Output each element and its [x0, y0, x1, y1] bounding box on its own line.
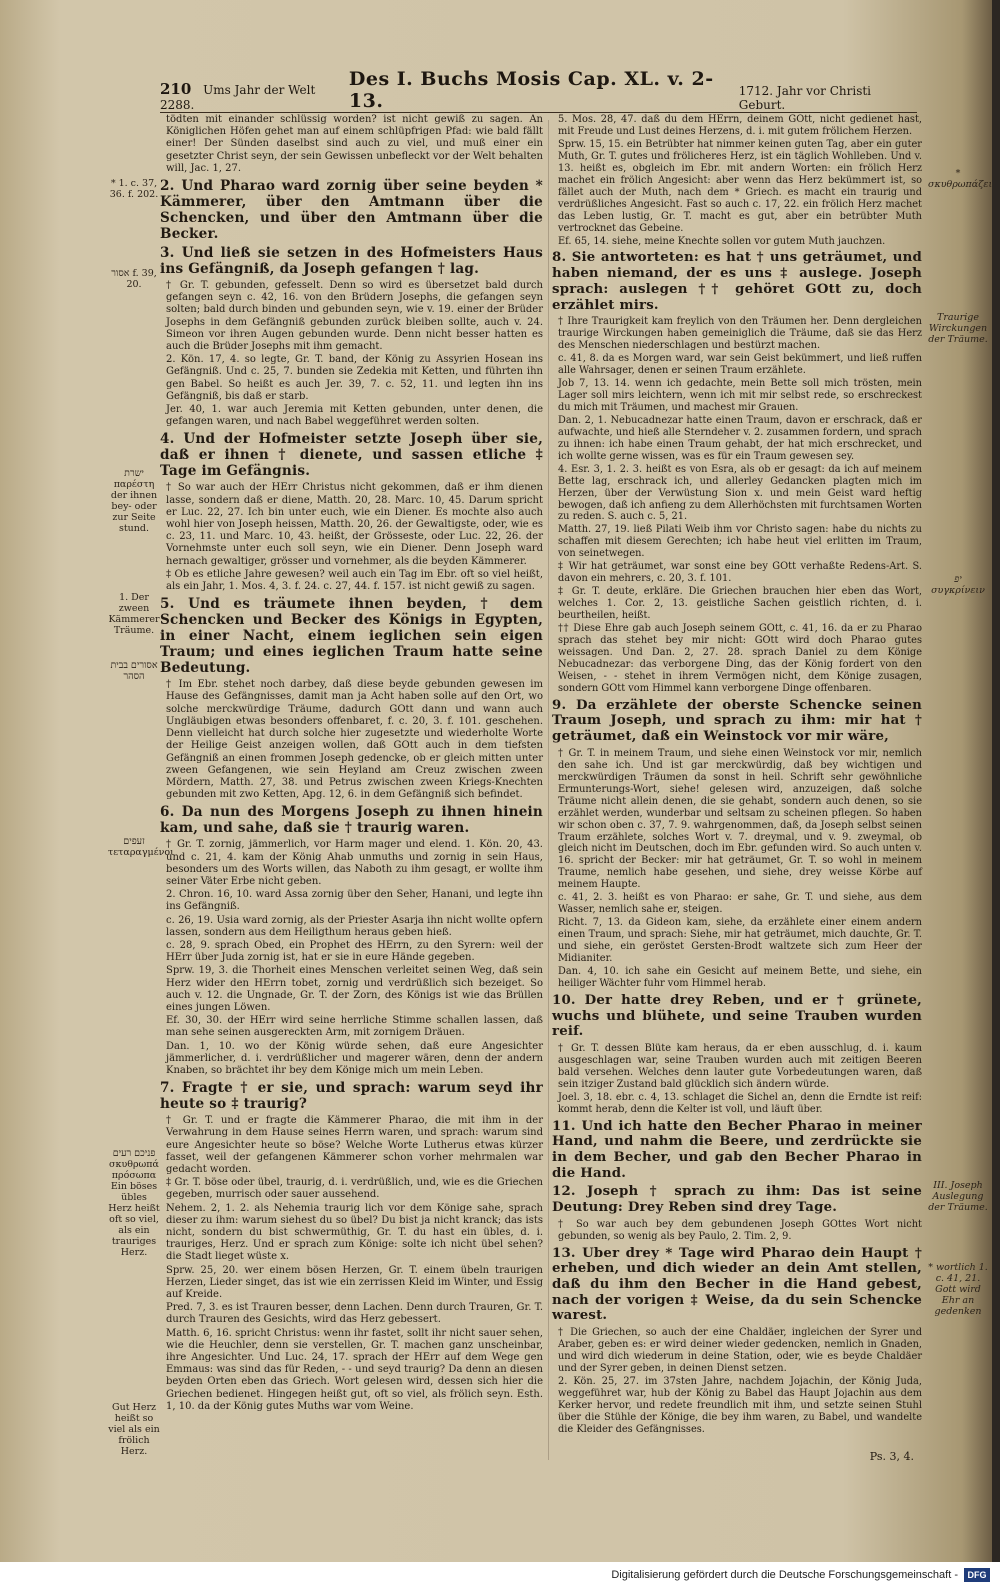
commentary-note: Sprw. 25, 20. wer einem bösen Herzen, Gr. T. einem übeln traurigen Herzen, Lieder singet, das ist wie ein zerrissen Kleid im Winter, und Essig auf Kreide.	[166, 1264, 544, 1301]
commentary-note: Sprw. 19, 3. die Thorheit eines Menschen verleitet seinen Weg, daß sein Herz wider den HErrn tobet, zornig und verdrüßlich sich bezeiget. So auch v. 12. die Ungnade, Gr. T. der Zorn, des Königs ist wie das Brüllen eines jungen Löwen.	[166, 965, 543, 1013]
commentary-note: ‡ Ob es etliche Jahre gewesen? weil auch ein Tag im Ebr. oft so viel heißt, als ein Jahr, 1. Mos. 4, 3. f. 24. c. 27, 44. f. 157. ist nicht gewiß zu sagen.	[166, 568, 543, 593]
commentary-note: Ef. 65, 14. siehe, meine Knechte sollen vor gutem Muth jauchzen.	[558, 235, 886, 247]
commentary-note: Dan. 2, 1. Nebucadnezar hatte einen Traum, davon er erschrack, daß er aufwachte, und hieß alle Sterndeher v. 2. zusammen fordern, und sprach zu ihnen: ich habe einen Traum gehabt, der hat mich erschrecket, und ich wollte gerne wissen, was es für ein Traum gewesen sey.	[558, 414, 922, 462]
commentary-note: Matth. 6, 16. spricht Christus: wenn ihr fastet, sollt ihr nicht sauer sehen, wie die Heuchler, denn sie verstellen, Gr. T. machen ganz unscheinbar, ihre Angesichter. Und Luc. 24, 17. sprach der HErr auf dem Wege gen Emmaus: was sind das für Reden, - - und seyd traurig? Da denn an diesen beyden Orten eben das Griech. Wort gelesen wird, dessen sich hier die Griechen bedienet. Hingegen heißt gut, oft so viel, als frölich seyn. Esth. 1, 10. da der König gutes Muths war vom Weine.	[166, 1327, 543, 1412]
commentary-note: Joel. 3, 18. ebr. c. 4, 13. schlaget die Sichel an, denn die Erndte ist reif: kommt herab, denn die Kelter ist voll, und läuft über.	[558, 1091, 922, 1115]
commentary-note: 5. Mos. 28, 47. daß du dem HErrn, deinem GOtt, nicht gedienet hast, mit Freude und Lust deines Herzens, d. i. mit gutem frölichem Herzen.	[558, 114, 922, 137]
commentary-note: c. 28, 9. sprach Obed, ein Prophet des HErrn, zu den Syrern: weil der HErr über Juda zornig ist, hat er sie in eure Hände gegeben.	[166, 939, 543, 964]
verse-text: 2. Und Pharao ward zornig über seine beyden * Kämmerer, über den Amtmann über die Schencken, und über den Amtmann über die Becker.	[160, 178, 543, 243]
commentary-note: Matth. 27, 19. ließ Pilati Weib ihm vor Christo sagen: habe du nichts zu schaffen mit diesem Gerechten; ich habe heut viel erlitten im Traum, von seinetwegen.	[558, 524, 922, 560]
commentary-note: 2. Kön. 17, 4. so legte, Gr. T. band, der König zu Assyrien Hosean ins Gefängniß. Und c. 25, 7. bunden sie Zedekia mit Ketten, und führten ihn gen Babel. So heißt es auch Jer. 39, 7. c. 52, 11. und legten ihn ins Gefängniß, bis daß er starb.	[166, 354, 543, 402]
commentary-note: Job 7, 13. 14. wenn ich gedachte, mein Bette soll mich trösten, mein Lager soll mirs leichtern, wenn ich mit mir selbst rede, so erschreckest du mich mit Träumen, und machest mir Grauen.	[558, 378, 922, 413]
header-left	[160, 80, 349, 112]
commentary-note: † Im Ebr. stehet noch darbey, daß diese beyde gebunden gewesen im Hause des Gefängnisses, damit man ja Acht haben solle auf den Ort, wo solche merckwürdige Träume, dadurch GOtt dann und wann auch Ungläubigen etwas besonders offenbaret, f. c. 20, 3. f. 101. geschehen. Denn vielleicht hat durch solche hier zugesetzte und wiederholte Worte der Heilige Geist anzeigen wollen, daß GOtt auch in dem tiefsten Gefängniß an einen frommen Joseph gedencke, ob er gleich mitten unter zween Gefangenen, wie sein Heyland am Creuz zwischen zween Mördern, Matth. 27, 38. und Petrus zwischen zween Kriegs-Knechten gebunden mit zwo Ketten, Apg. 12, 6. in dem Gefängniß sich befindet.	[166, 679, 543, 801]
page-number: 210	[160, 80, 192, 98]
commentary-note: 4. Esr. 3, 1. 2. 3. heißt es von Esra, als ob er gesagt: da ich auf meinem Bette lag, erschrack ich, und allerley Gedancken plagten mich im Herzen, über der Verwüstung Sion x. und mein Geist ward heftig bewogen, daß ich anfieng zu dem Allerhöchsten mit furchtsamen Worten zu reden. S. auch c. 5, 21.	[558, 463, 922, 523]
commentary-note: Dan. 1, 10. wo der König würde sehen, daß eure Angesichter jämmerlicher, d. i. verdrüßlicher und magerer wären, denn der andern Knaben, so brächtet ihr bey dem Könige mich um mein Leben.	[166, 1040, 543, 1076]
dfg-logo: DFG	[964, 1568, 990, 1582]
commentary-note: † Ihre Traurigkeit kam freylich von den Träumen her. Denn dergleichen traurige Wirckungen haben gemeiniglich die Träume, daß sie das Herz des Menschen niederschlagen und bestürzt machen.	[558, 316, 922, 352]
left-margin-note: ישרת παρέστη der ihnen bey- oder zur Seite stund.	[110, 468, 158, 534]
right-margin-note: * wortlich 1. c. 41, 21. Gott wird Ehr an gedenken	[928, 1262, 988, 1317]
commentary-note: †† Diese Ehre gab auch Joseph seinem GOtt, c. 41, 16. da er zu Pharao sprach das stehet bey mir nicht: GOtt wird doch Pharao gutes weissagen. Und Dan. 2, 27. 28. sprach Daniel zu dem Könige Nebucadnezar: das verborgene Ding, das der König fordert von den Weisen, - - stehet in ihrem Vermögen nicht, dem Könige zusagen, sondern GOtt vom Himmel kann verborgene Dinge offenbaren.	[558, 623, 922, 694]
header-year-right: 1712. Jahr vor Christi Geburt.	[738, 84, 872, 112]
left-margin-note: זעפים τεταραγμένοι	[108, 836, 174, 858]
left-margin-note: Gut Herz heißt so viel als ein frölich Herz.	[108, 1402, 160, 1457]
verse-text: 9. Da erzählete der oberste Schencke seinen Traum Joseph, und sprach zu ihm: mir hat † geträumet, daß ein Weinstock vor mir wäre,	[552, 696, 922, 745]
commentary-note: Nehem. 2, 1. 2. als Nehemia traurig lich vor dem Könige sahe, sprach dieser zu ihm: warum siehest du so übel? Du bist ja nicht kranck; das ists nicht, sondern du bist schwermüthig, Gr. T. du hast ein übles, d. i. trauriges, Herz. Und er sprach zum Könige: solte ich nicht übel sehen? die Stadt lieget wüste x.	[166, 1202, 543, 1263]
right-column	[552, 114, 922, 1437]
right-margin-note: יפ συγκρίνειν	[931, 574, 985, 596]
commentary-note: † Gr. T. gebunden, gefesselt. Denn so wird es übersetzet bald durch gefangen seyn c. 42, 16. von den Brüdern Josephs, die gefangen seyn solten; bald durch binden und gebunden seyn, wie v. 19. einer der Brüder Josephs in dem Gefängniß gebunden zurück bleiben sollte, auch v. 24. Simeon vor ihren Augen gebunden wurde. Denn nicht besser hatten es auch die Brüder Josephs mit ihm gemacht.	[166, 280, 543, 353]
commentary-note: c. 41, 2. 3. heißt es von Pharao: er sahe, Gr. T. und siehe, aus dem Wasser, nemlich sahe er, steigen.	[558, 892, 922, 916]
commentary-note: 2. Chron. 16, 10. ward Assa zornig über den Seher, Hanani, und legte ihn ins Gefängniß.	[166, 889, 543, 913]
commentary-note: Jer. 40, 1. war auch Jeremia mit Ketten gebunden, unter denen, die gefangen waren, und nach Babel weggeführet werden solten.	[166, 404, 543, 428]
commentary-note: † Gr. T. zornig, jämmerlich, vor Harm mager und elend. 1. Kön. 20, 43. und c. 21, 4. kam der König Ahab unmuths und zornig in sein Haus, besonders um des Worts willen, das Naboth zu ihm gesagt, er wollte ihm seiner Väter Erbe nicht geben.	[166, 839, 543, 887]
commentary-note: ‡ Gr. T. deute, erkläre. Die Griechen brauchen hier eben das Wort, welches 1. Cor. 2, 13. geistliche Sachen geistlich richten, d. i. beurtheilen, heißt.	[558, 586, 922, 622]
verse-text: 13. Uber drey * Tage wird Pharao dein Haupt † erheben, und dich wieder an dein Amt stellen, daß du ihm den Becher in die Hand gebest, nach der vorigen ‡ Weise, da du sein Schencke warest.	[552, 1244, 922, 1324]
commentary-note: † Gr. T. und er fragte die Kämmerer Pharao, die mit ihm in der Verwahrung in dem Hause seines Herrn waren, und sprach: warum sind eure Angesichter heute so böse? Welche Worte Lutherus etwas kürzer fasset, weil der gefangenen Kämmerer schon vorher mehrmalen war gedacht worden.	[166, 1115, 543, 1175]
commentary-note: tödten mit einander schlüssig worden? ist nicht gewiß zu sagen. An Königlichen Höfen gehet man auf einem schlüpfrigen Pfad: wie bald fällt einer! Der Sünden daselbst sind auch zu viel, und muß einer ein gesetzter Christ seyn, der sein Gewissen unbefleckt vor der Welt behalten will, Jac. 1, 27.	[166, 114, 543, 174]
commentary-note: c. 26, 19. Usia ward zornig, als der Priester Asarja ihn nicht wollte opfern lassen, sondern aus dem Heiligthum heraus geben hieß.	[166, 914, 543, 938]
commentary-note: † Gr. T. in meinem Traum, und siehe einen Weinstock vor mir, nemlich den sahe ich. Und ist gar merckwürdig, daß bey wichtigen und merckwürdigen Träumen da sonst in heil. Schrift sehr gewöhnliche Ermunterungs-Wort, siehe! gelesen wird, anzuzeigen, daß solche Träume nicht allein denen, die sie gehabt, sondern auch denen, so sie erzählet werden, wunderbar und seltsam zu scheinen pflegen. So haben wir schon oben c. 37, 7. 9. wahrgenommen, daß, da Joseph selbst seinen Traum erzählete, solches Wort v. 7. dreymal, und v. 9. zweymal, ob gleich nicht im Deutschen, doch im Ebr. gefunden wird. So auch unten v. 16. spricht der Becker: mir hat geträumet, Gr. T. so wohl in meinem Traume, nemlich habe gesehen, und siehe, drey weisse Körbe auf meinem Haupte.	[558, 747, 922, 891]
commentary-note: ‡ Gr. T. böse oder übel, traurig, d. i. verdrüßlich, und, wie es die Griechen gegeben, murrisch oder sauer aussehend.	[166, 1177, 543, 1201]
commentary-note: Sprw. 15, 15. ein Betrübter hat nimmer keinen guten Tag, aber ein guter Muth, Gr. T. gutes und frölicheres Herz, ist ein täglich Wohlleben. Und v. 13. heißt es, obgleich im Ebr. mit andern Worten: ein frölich Herz machet ein frölich Angesicht: aber wenn das Herz bekümmert ist, so fället auch der Muth, nach dem * Griech. es macht ein traurig und verdrüßliches Angesicht. Fast so auch c. 17, 22. ein frölich Herz machet das Leben lustig, Gr. T. macht es gut, aber ein betrübter Muth vertrocknet das Gebeine.	[558, 138, 922, 234]
verse-text: 5. Und es träumete ihnen beyden, † dem Schencken und Becker des Königs in Egypten, in einer Nacht, einem ieglichen sein eigen Traum; und eines ieglichen Traum hatte seine Bedeutung.	[160, 596, 543, 677]
running-header	[160, 68, 917, 113]
left-margin-note: פניכם רעים σκυθρωπά πρόσωπα Ein böses übles Herz heißt oft so viel, als ein trauriges Herz.	[108, 1148, 160, 1258]
left-margin-note: 1. Der zween Kämmerer Träume.	[108, 592, 160, 636]
signature-mark: Ps. 3, 4.	[869, 1450, 914, 1463]
left-margin-note: אסורים בבית הסהר	[110, 660, 158, 682]
commentary-note: Richt. 7, 13. da Gideon kam, siehe, da erzählete einer einem andern einen Traum, und sprach: Siehe, mir hat geträumet, mich dauchte, Gr. T. und siehe, ein geröstet Gersten-Brodt waltzete sich zum Heer der Midianiter.	[558, 917, 922, 965]
commentary-note: 2. Kön. 25, 27. im 37sten Jahre, nachdem Jojachin, der König Juda, weggeführet war, hub der König zu Babel das Haupt Jojachin aus dem Kerker hervor, und redete freundlich mit ihm, und setzte seinen Stuhl über die Stühle der Könige, die bey ihm waren, zu Babel, und wandelte die Kleider des Gefängnisses.	[558, 1375, 922, 1435]
left-column	[160, 114, 543, 1414]
footer-credit: Digitalisierung gefördert durch die Deutsche Forschungsgemeinschaft -	[611, 1569, 958, 1581]
verse-text: 12. Joseph † sprach zu ihm: Das ist seine Deutung: Drey Reben sind drey Tage.	[552, 1183, 922, 1216]
commentary-note: c. 41, 8. da es Morgen ward, war sein Geist bekümmert, und ließ ruffen alle Wahrsager, denen er seinen Traum erzählete.	[558, 353, 922, 377]
verse-text: 11. Und ich hatte den Becher Pharao in meiner Hand, und nahm die Beere, und zerdrückte sie in dem Becher, und gab den Becher Pharao in die Hand.	[552, 1117, 922, 1181]
right-margin-note: * σκυθρωπάζει	[928, 168, 992, 190]
column-divider	[548, 120, 549, 1460]
commentary-note: † Gr. T. dessen Blüte kam heraus, da er eben ausschlug, d. i. kaum ausgeschlagen war, seine Trauben wurden auch mit zeitigen Beeren bald versehen. Welches denn lauter gute Vorbedeutungen waren, daß sein itziger Zustand bald glücklich sich ändern würde.	[558, 1042, 922, 1090]
commentary-note: Ef. 30, 30. der HErr wird seine herrliche Stimme schallen lassen, daß man sehe seinen ausgereckten Arm, mit zornigem Dräuen.	[166, 1015, 543, 1039]
right-margin-note: Traurige Wirckungen der Träume.	[928, 312, 988, 345]
verse-text: 10. Der hatte drey Reben, und er † grünete, wuchs und blühete, und seine Trauben wurden reif.	[552, 991, 922, 1040]
commentary-note: † So war auch der HErr Christus nicht gekommen, daß er ihm dienen lasse, sondern daß er diene, Matth. 20, 28. Marc. 10, 45. Darum spricht er Luc. 22, 27. Ich bin unter euch, wie ein Diener. Es mochte also auch wohl hier von Joseph heissen, Matth. 20, 26. der Gewaltigste, oder, wie es c. 23, 11. und Marc. 10, 43. heißt, der Grösseste, oder Luc. 22, 26. der Vornehmste unter euch soll seyn, wie ein Diener. Denn Joseph ward hernach gewaltiger, grösser und vornehmer, als die beyden Kämmerer.	[166, 482, 543, 567]
commentary-note: † Die Griechen, so auch der eine Chaldäer, ingleichen der Syrer und Araber, geben es: er wird deiner wieder gedencken, nemlich in Gnaden, und wird dich wiederum in deine Station, oder, wie es beyde Chaldäer und der Syrer geben, in deinen Dienst setzen.	[558, 1327, 922, 1375]
verse-text: 7. Fragte † er sie, und sprach: warum seyd ihr heute so ‡ traurig?	[160, 1080, 543, 1113]
verse-text: 8. Sie antworteten: es hat † uns geträumet, und haben niemand, der es uns ‡ auslege. Joseph sprach: auslegen †† gehöret GOtt zu, doch erzählet mirs.	[552, 249, 922, 313]
commentary-note: Pred. 7, 3. es ist Trauren besser, denn Lachen. Denn durch Trauren, Gr. T. durch Trauren des Gesichts, wird das Herz gebessert.	[166, 1302, 543, 1326]
right-margin-note: III. Joseph Auslegung der Träume.	[928, 1180, 988, 1213]
header-title: Des I. Buchs Mosis Cap. XL. v. 2-13.	[348, 68, 714, 112]
commentary-note: Dan. 4, 10. ich sahe ein Gesicht auf meinem Bette, und siehe, ein heiliger Wächter fuhr vom Himmel herab.	[558, 966, 922, 989]
verse-text: 6. Da nun des Morgens Joseph zu ihnen hinein kam, und sahe, daß sie † traurig waren.	[160, 804, 543, 837]
left-margin-note: אסור f. 39, 20.	[111, 268, 157, 290]
header-year-left: Ums Jahr der Welt 2288.	[160, 83, 316, 112]
verse-text: 4. Und der Hofmeister setzte Joseph über sie, daß er ihnen † dienete, und sassen etliche ‡ Tage im Gefängnis.	[160, 431, 543, 480]
verse-text: 3. Und ließ sie setzen in des Hofmeisters Haus ins Gefängniß, da Joseph gefangen † lag.	[160, 245, 543, 278]
left-margin-note: * 1. c. 37, 36. f. 202.	[109, 178, 159, 200]
commentary-note: ‡ Wir hat geträumet, war sonst eine bey GOtt verhaßte Redens-Art. S. davon ein mehrers, c. 20, 3. f. 101.	[558, 561, 922, 585]
footer-bar	[0, 1562, 1000, 1588]
commentary-note: † So war auch bey dem gebundenen Joseph GOttes Wort nicht gebunden, so wenig als bey Paulo, 2. Tim. 2, 9.	[558, 1218, 922, 1242]
